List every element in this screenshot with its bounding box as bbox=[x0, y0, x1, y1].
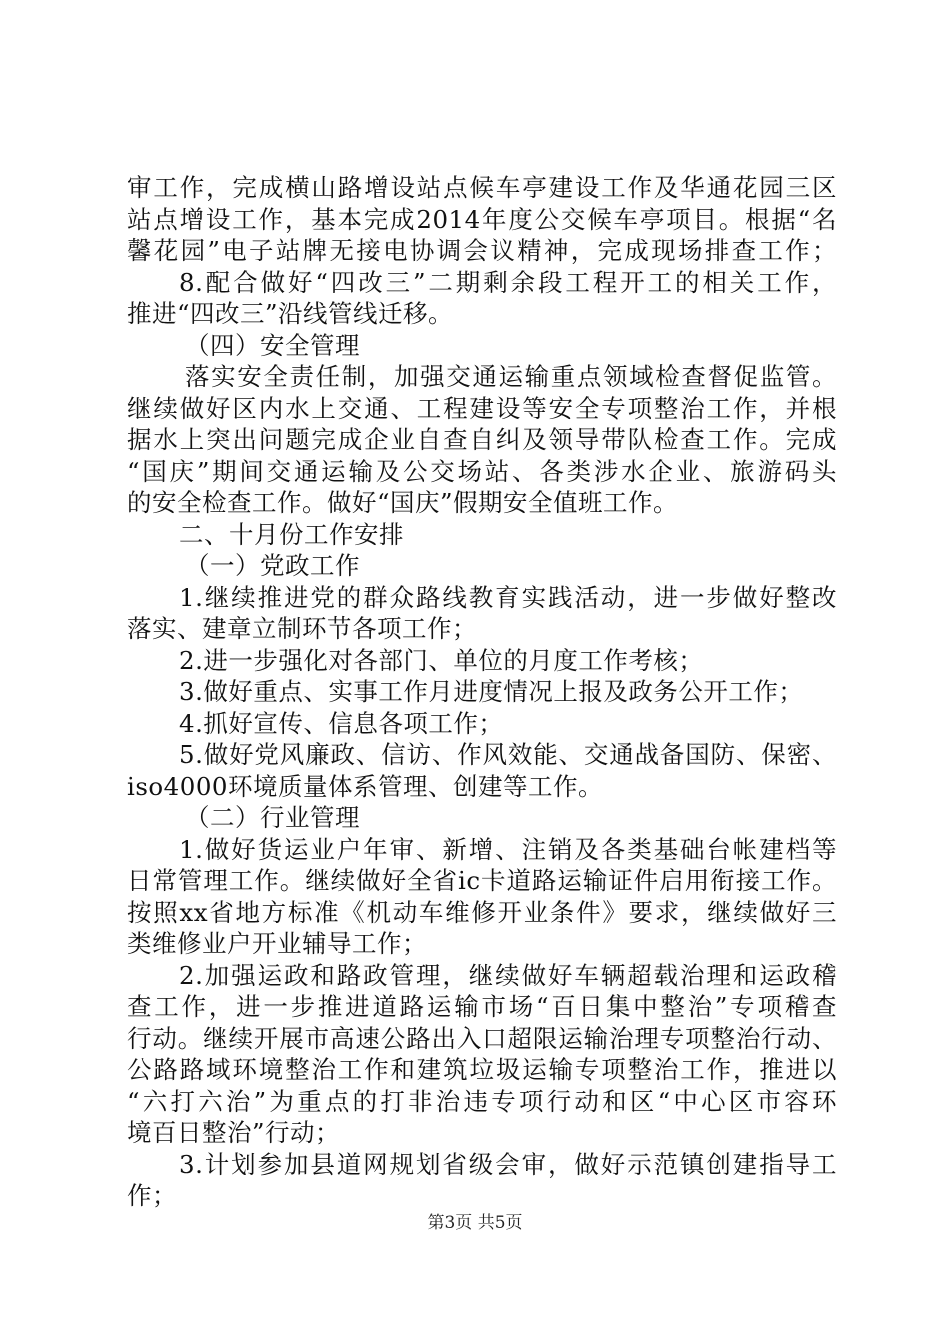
text-line: 1.继续推进党的群众路线教育实践活动，进一步做好整改 bbox=[179, 582, 837, 612]
text-line: 1.做好货运业户年审、新增、注销及各类基础台帐建档等 bbox=[179, 834, 837, 864]
page-number-footer: 第3页 共5页 bbox=[427, 1213, 523, 1233]
text-line: 日常管理工作。继续做好全省ic卡道路运输证件启用衔接工作。 bbox=[127, 866, 837, 895]
text-line: 4.抓好宣传、信息各项工作； bbox=[179, 708, 504, 738]
text-line: “国庆”期间交通运输及公交场站、各类涉水企业、旅游码头 bbox=[127, 456, 837, 486]
document-body bbox=[127, 172, 837, 1212]
text-line: 查工作，进一步推进道路运输市场“百日集中整治”专项稽查 bbox=[127, 992, 837, 1021]
section-heading: （一）党政工作 bbox=[185, 551, 360, 580]
text-line: 3.做好重点、实事工作月进度情况上报及政务公开工作； bbox=[179, 677, 804, 706]
text-line: 2.加强运政和路政管理，继续做好车辆超载治理和运政稽 bbox=[179, 960, 837, 990]
text-line: 公路路域环境整治工作和建筑垃圾运输专项整治工作，推进以 bbox=[127, 1055, 837, 1084]
text-line: 推进“四改三”沿线管线迁移。 bbox=[127, 299, 454, 328]
text-line: 按照xx省地方标准《机动车维修开业条件》要求，继续做好三 bbox=[127, 897, 837, 927]
text-line: 落实安全责任制，加强交通运输重点领域检查督促监管。 bbox=[185, 362, 837, 391]
text-line: 类维修业户开业辅导工作； bbox=[127, 929, 427, 958]
text-line: 8.配合做好“四改三”二期剩余段工程开工的相关工作， bbox=[179, 267, 837, 297]
text-line: “六打六治”为重点的打非治违专项行动和区“中心区市容环 bbox=[127, 1086, 837, 1116]
text-line: 境百日整治”行动； bbox=[127, 1118, 341, 1147]
text-line: 2.进一步强化对各部门、单位的月度工作考核； bbox=[179, 645, 704, 675]
section-heading: 二、十月份工作安排 bbox=[179, 519, 404, 549]
text-line: 落实、建章立制环节各项工作； bbox=[127, 614, 477, 643]
section-heading: （四）安全管理 bbox=[185, 330, 360, 360]
text-line: 馨花园”电子站牌无接电协调会议精神，完成现场排查工作； bbox=[127, 236, 837, 265]
text-line: 审工作，完成横山路增设站点候车亭建设工作及华通花园三区 bbox=[127, 173, 837, 202]
text-line: 据水上突出问题完成企业自查自纠及领导带队检查工作。完成 bbox=[127, 425, 837, 454]
section-heading: （二）行业管理 bbox=[185, 803, 360, 832]
text-line: 行动。继续开展市高速公路出入口超限运输治理专项整治行动、 bbox=[127, 1023, 837, 1053]
text-line: 作； bbox=[127, 1181, 177, 1210]
text-line: iso4000环境质量体系管理、创建等工作。 bbox=[127, 771, 604, 801]
text-line: 继续做好区内水上交通、工程建设等安全专项整治工作，并根 bbox=[127, 393, 837, 423]
text-line: 的安全检查工作。做好“国庆”假期安全值班工作。 bbox=[127, 488, 679, 517]
text-line: 5.做好党风廉政、信访、作风效能、交通战备国防、保密、 bbox=[179, 740, 837, 769]
text-line: 站点增设工作，基本完成2014年度公交候车亭项目。根据“名 bbox=[127, 204, 837, 234]
text-line: 3.计划参加县道网规划省级会审，做好示范镇创建指导工 bbox=[179, 1149, 837, 1179]
